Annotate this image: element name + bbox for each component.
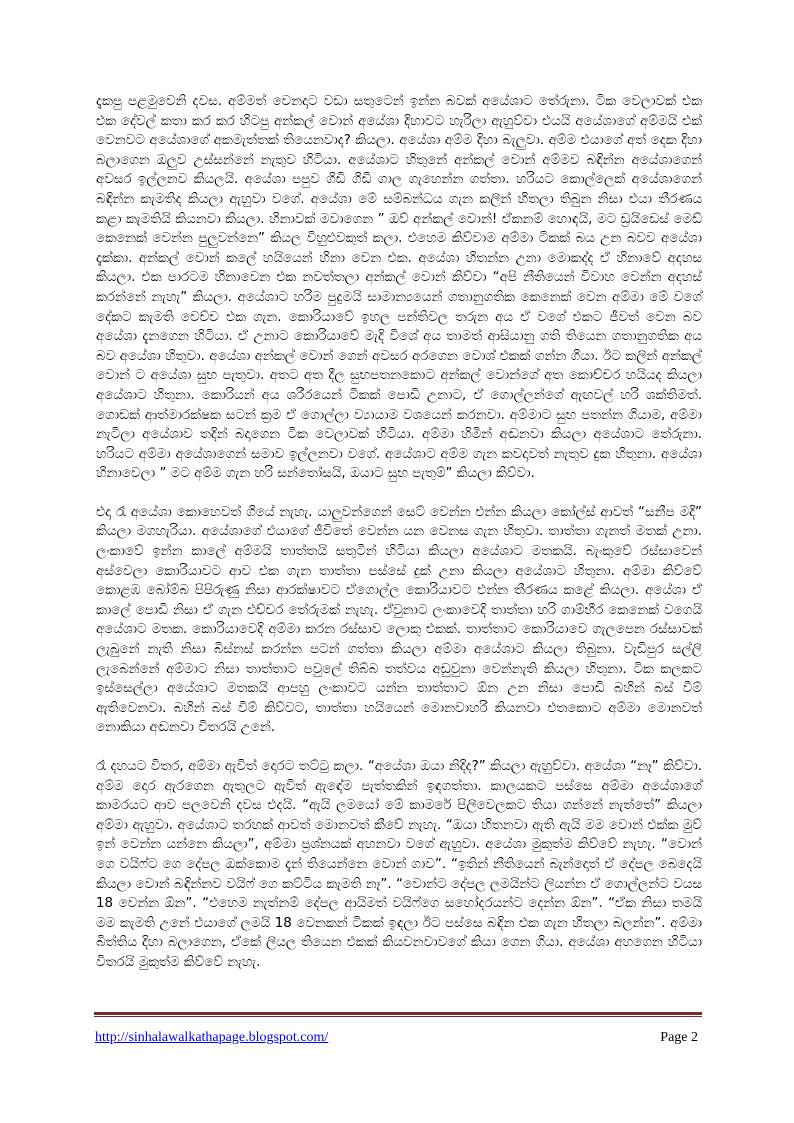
story-body (96, 92, 702, 973)
footer-divider-thick (94, 1012, 702, 1015)
paragraph-2: එදා රෑ අයේශා කොහෙවත් ගියේ නැහැ. යාලුවන්ගෙන් සෙට් වෙන්න එන්න කියලා කෝල්ස් ආවත් “සනීප මදි” කියලා මගහැරියා. අයේශාගේ එයාගේ ජීවිතේ වෙන්න යන වෙනස ගැන හිතුවා. තාත්තා ගැනත් මතක් උනා. ලංකාවේ ඉන්න කාලේ අම්මයි තාත්තයි සතුටින් හිටියා කියලා අයේශාට මතකයි. බැංකුවේ රස්සාවෙන් අස්වෙලා කොරියාවට ආව එක ගැන තාත්තා පස්සේ දුක් උනා කියලා අයේශාට හිතුනා. අම්මා කිව්වේ කොළඹ බෝම්බ පිපිරුණු නිසා ආරක්ෂාවට ඒගොල්ල කොරියාවට එන්න තීරණය කළේ කියලා. අයේශා ඒ කාලේ පොඩි නිසා ඒ ගැන එච්චර තේරුමක් නැහැ. ඒවුනාට ලංකාවෙදි තාත්තා හරි ගාම්භීර කෙනෙක් වගෙයි අයේශාට මතක. කොරියාවෙදි අම්මා කරන රස්සාව ලොකු එකක්. තාත්තාට කොරියාවෙ ගැලපෙන රස්සාවක් ලැබුනේ නැති නිසා බිස්නස් කරන්න පටන් ගත්තා කියලා අම්මා අයේශාට කියලා තිබුනා. වැඩිපුර සල්ලි ලැබෙන්නේ අම්මාට නිසා තාත්තාට පවුලේ තිබ්බ තත්වය අඩුවුනා වෙන්නැති කියලා හිතුනා. ටික කලකට ඉස්සෙල්ලා අයේශාට මතකයි ආපහු ලංකාවට යන්න තාත්තාට ඕන උන නිසා පොඩි බහින් බස් වීම් ඇතිවෙනවා. බහින් බස් වීම් කිව්වට, තාත්තා හයියෙන් මොනවාහරි කියනවා එතකොට අම්මා මොනවත් නොකියා අඬනවා විතරයි උනේ. (96, 504, 702, 736)
paragraph-1: දැකපු පළමුවෙනි දවස. අම්මත් වෙනදාට වඩා සතුටෙන් ඉන්න බවක් අයේශාට තේරුනා. ටික වෙලාවක් එක එක දේවල් කතා කර කර හිටපු අන්කල් වොන් අයේශා දිහාවට හැරිලා ඇහුව්වා එයයි අයේශාගේ අම්මයි එක් වෙනවට අයේශාගේ අකමැත්තක් තියෙනවාද? කියලා. අයේශා අම්ම දිහා බැලුවා. අම්ම එයාගේ අත් දෙක දිහා බලාගෙන ඔලුව උස්සන්නේ නැතුව හිටියා. අයේශාට හිතුනේ අන්කල් වොන් අම්මව බඳින්න අයේශාගෙන් අවසර ඉල්ලනව කියලයි. අයේශා පපුව ගිඩි ගිඩි ගාල ගැහෙන්න ගත්තා. හරියට කොල්ලෙක් අයේශාගෙන් බඳින්න කැමතිද කියලා ඇහුවා වගේ. අයේශා මේ සම්බන්ධය ගැන කලින් හිතලා තිබුන නිසා එයා තීරණය කළා කැමතියි කියනවා කියලා. හිනාවක් මවාගෙන ” ඔව් අන්කල් වොන්! ඒකනම් හොඳයි, මට ඩ්‍රයිඩෙස් මෙඩ් කෙනෙක් වෙන්න පුලුවන්නෙ” කියල විහුළුවකුත් කලා. එහෙම කිව්වාම අම්මා ටිකක් බය උන බවව අයේශා දැක්කා. අන්කල් වොන් කලේ හයියෙන් හිනා වෙන එක. අයේශා හිතන්න උනා මොකද්ද ඒ හිනාවේ අදහස කියලා. එක පාරටම හිනාවෙන එක නවත්තලා අන්කල් වොන් කිව්වා “අපි නීතියෙන් විවාහ වෙන්න අදහස් කරන්නේ නැහැ” කියලා. අයේශාට හරිම පුදුමයි සාමාන්‍යයෙන් ගතානුගතික කෙනෙක් වෙන අම්මා මේ වගේ දේකට කැමති වෙච්ච එක ගැන. කොරියාවේ ඉහල පන්තිවල තරුන අය ඒ වගේ එකට ජීවත් වෙන බව අයේශා දැනගෙන හිටියා. ඒ උනාට කොරියාවේ මැදි විශේ අය තාමත් ආසියානු ගති තියෙන ගතානුගතික අය බව අයේශා හිතුවා. අයේශා අන්කල් වොන් ගෙන් අවසර අරගෙන වොශ් එකක් ගන්න ගියා. ඊට කලින් අන්කල් වොන් ට අයේශා සුභ පැතුවා. අතට අත දීල සුභපතනකොට අන්කල් වොන්ගේ අත කොච්චර හයියද කියලා අයේශාට හිතුනා. කොරියන් අය ශරීරයෙන් ටිකක් පොඩි උනාට, ඒ ගොල්ලන්ගේ ඇඟවල් හරි ශක්තිමත්. ගොඩක් ආත්මාරක්ෂක සටන් ක්‍රම ඒ ගොල්ලා ව්‍යායාම වශයෙන් කරනවා. අම්මාට සුභ පතන්න ගියාම, අම්මා නැටිලා අයේශාව තදින් බදාගෙන ටික වෙලාවක් හිටියා. අම්මා හිමින් අඬනවා කියලා අයේශාට තේරුනා. හරියට අම්මා අයේශාගෙන් සමාව ඉල්ලනවා වගේ. අයේශාට අම්ම ගැන කවදාවත් නැතුව දුක හිතුනා. අයේශා හිනාවෙලා ” මට අම්ම ගැන හරි සන්තෝසයි, ඔයාට සුභ පැතුම්” කියලා කිව්වා. (96, 94, 702, 482)
paragraph-3: රෑ දහයට විතර, අම්මා ඇවිත් දොරට තට්ටු කලා. “අයේශා ඔයා නිදිද?” කියලා ඇහුව්වා. අයේශා “නෑ” කිව්වා. අම්ම දොර ඇරගෙන ඇතුලට ඇවිත් ඇඳේම පැත්තකින් ඉඳගත්තා. කාලයකට පස්සෙ අම්මා අයේශාගේ කාමරයට ආව පලවෙනි දවස එදයි. “ඇයි ලමයෝ මේ කාමරේ පිලිවෙලකට තියා ගන්නේ නැත්තේ” කියලා අම්මා ඇහුවා. අයේශාට තරහක් ආවත් මොනවත් කීවේ නැහැ. “ඔයා හිතනවා ඇති ඇයි මම වොන් එක්ක මුව් ඉන් වෙන්න යන්නෙ කියලා”, අම්මා ප්‍රශ්නයක් අහනවා වගේ ඇහුවා. අයේශා මුකුත්ම කිව්වේ නැහැ. “වොන් ගෙ වයිෆ්ට ගෙ දේපල ඔක්කොම දැන් තියෙන්නෙ වොන් ගාව”. “ඉතින් නීතියෙන් බැන්දොත් ඒ දේපල බෙදෙයි කියලා වොන් බඳින්නව වයිෆ් ගෙ කට්ටිය කැමති නෑ”. “වොන්ට දේපල ලමයින්ට ලියන්න ඒ ගොල්ලන්ට වයස 18 වෙන්න ඕන”. “එහෙම නැත්නම් දේපල ආයිමත් වයිෆ්ගෙ සහෝදරයන්ට දෙන්න ඕන”. “ඒක නිසා තමයි මම කැමති උනේ එයාගේ ලමයි 18 වෙනකන් ටිකක් ඉඳලා ඊට පස්සෙ බඳින එක ගැන හිතලා බලන්න”. අම්මා බිත්තිය දිහා බලාගෙන, ඒකේ ලියල තියෙන එකක් කියවනවාවගේ කියා ගෙන ගියා. අයේශා අහගෙන හිටියා විතරයි මුකුත්ම කිව්වේ නැහැ. (96, 759, 702, 970)
footer-divider-thin (94, 1016, 702, 1017)
page-number: Page 2 (660, 1030, 698, 1045)
blog-url-link[interactable]: http://sinhalawalkathapage.blogspot.com/ (95, 1030, 329, 1045)
